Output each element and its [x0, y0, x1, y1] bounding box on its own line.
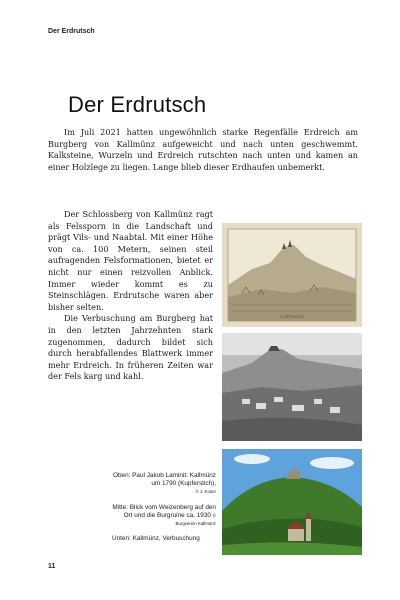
caption-top-credit: © J. Koser [195, 489, 216, 495]
body-paragraph-1: Der Schlossberg von Kallmünz ragt als Felssporn in die Landschaft und prägt Vils- und Naabtal. Mit einer Höhe von ca. 100 Metern, seinen steil aufragenden Felsformationen, bietet er nicht nur einen reizvollen Anblick. Immer wieder kommt es zu Steinschlägen. Erdrutsche waren aber bisher selten. [48, 209, 213, 312]
running-head: Der Erdrutsch [48, 28, 95, 35]
caption-top-text: Oben: Paul Jakob Laminit: Kallmünz um 1790 (Kupferstich), [112, 472, 216, 488]
engraving-inscription: Callmünz [280, 314, 304, 320]
caption-middle-text: Mitte: Blick vom Weizenberg auf den Ort und die Burgruine ca. 1930 [112, 503, 216, 519]
body-paragraph-2: Die Verbuschung am Burgberg hat in den letzten Jahrzehnten stark zugenommen, dadurch bildet sich durch herabfallendes Blattwerk immer mehr Erdreich. In früheren Zeiten war der Fels karg und kahl. [48, 313, 213, 382]
caption-bottom: Unten: Kallmünz, Verbuschung [112, 535, 200, 543]
page-title: Der Erdrutsch [68, 92, 207, 117]
caption-middle [112, 504, 216, 529]
page-number: 11 [48, 563, 56, 570]
historic-photo-figure [222, 333, 362, 441]
caption-middle-credit: © Burgverein Kallmünz [175, 512, 216, 527]
figure-captions [112, 472, 216, 550]
intro-paragraph: Im Juli 2021 hatten ungewöhnlich starke Regenfälle Erdreich am Burgberg von Kallmünz aufgeweicht und nach unten geschwemmt. Kalksteine, Wurzeln und Erdreich rutschten nach unten und kamen an einer Holzlege zu liegen. Lange blieb dieser Erdhaufen unbemerkt. [48, 127, 358, 172]
engraving-figure [222, 223, 362, 327]
caption-top [112, 472, 216, 497]
body-column [48, 209, 213, 383]
modern-photo-figure [222, 449, 362, 555]
